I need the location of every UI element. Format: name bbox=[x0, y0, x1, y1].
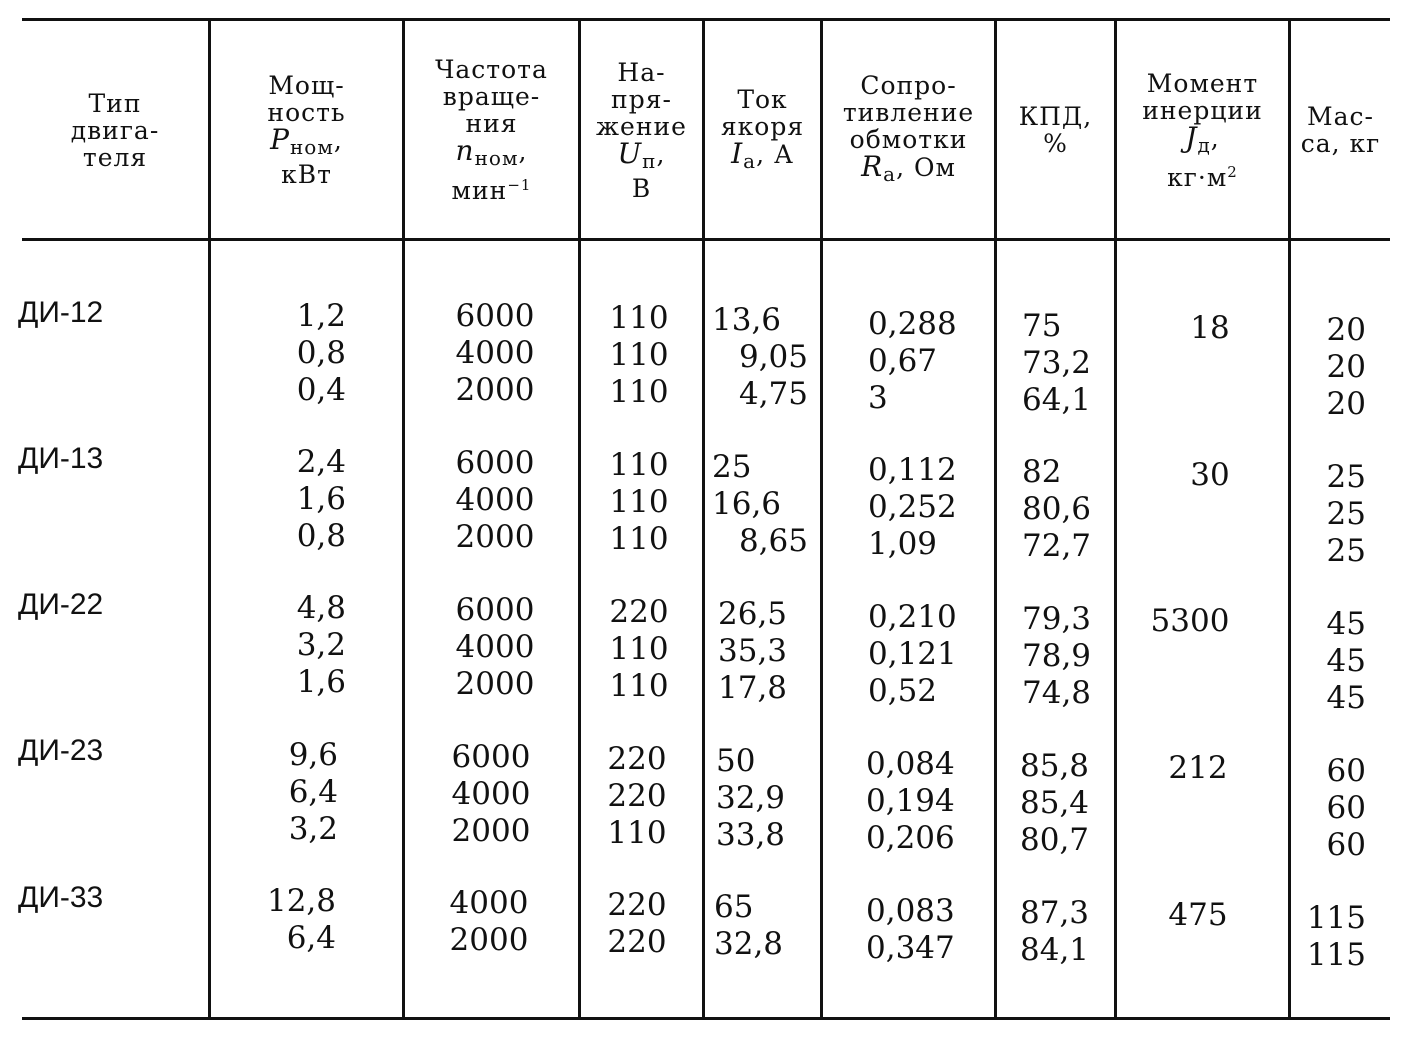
mass-cell: 25 25 25 bbox=[1326, 459, 1366, 569]
motor-type: ДИ-13 bbox=[18, 442, 104, 475]
header-voltage: На- пря- жение $U_п$, В bbox=[596, 57, 687, 203]
header-resistance: Сопро- тивление обмотки $R_а$, Ом bbox=[842, 71, 975, 186]
resistance-cell: 0,083 0,347 bbox=[866, 893, 955, 966]
efficiency-cell: 85,8 85,4 80,7 bbox=[1020, 748, 1090, 858]
speed-cell: 6000 4000 2000 bbox=[455, 445, 535, 555]
current-cell: 50 32,9 33,8 bbox=[716, 743, 786, 853]
header-rule bbox=[22, 238, 1390, 241]
mass-cell: 115 115 bbox=[1306, 900, 1366, 973]
header-power: Мощ- ность $P_{ном}$, кВт bbox=[267, 71, 346, 189]
power-cell: 4,8 3,2 1,6 bbox=[296, 590, 346, 700]
header-current: Ток якоря $I_а$, А bbox=[720, 84, 805, 173]
current-cell: 65 32,8 bbox=[714, 889, 784, 962]
resistance-cell: 0,210 0,121 0,52 bbox=[868, 599, 957, 709]
header-efficiency: КПД, % bbox=[1018, 102, 1093, 158]
power-cell: 1,2 0,8 0,4 bbox=[296, 298, 346, 408]
current-cell: 25 16,6 8,65 bbox=[712, 449, 808, 559]
voltage-cell: 220 220 bbox=[607, 887, 667, 960]
inertia-cell: 30 bbox=[1190, 457, 1230, 493]
motor-type: ДИ-22 bbox=[18, 588, 104, 621]
speed-cell: 6000 4000 2000 bbox=[455, 298, 535, 408]
inertia-cell: 5300 bbox=[1150, 603, 1230, 639]
speed-cell: 6000 4000 2000 bbox=[451, 739, 531, 849]
mass-cell: 45 45 45 bbox=[1326, 606, 1366, 716]
voltage-cell: 110 110 110 bbox=[609, 300, 669, 410]
power-cell: 2,4 1,6 0,8 bbox=[296, 444, 346, 554]
top-rule bbox=[22, 18, 1390, 21]
power-cell: 9,6 6,4 3,2 bbox=[288, 737, 338, 847]
resistance-cell: 0,288 0,67 3 bbox=[868, 306, 957, 416]
speed-cell: 6000 4000 2000 bbox=[455, 592, 535, 702]
voltage-cell: 220 220 110 bbox=[607, 741, 667, 851]
header-type: Тип двига- теля bbox=[70, 88, 160, 172]
motor-type: ДИ-23 bbox=[18, 734, 104, 767]
bottom-rule bbox=[22, 1017, 1390, 1020]
voltage-cell: 220 110 110 bbox=[609, 594, 669, 704]
speed-cell: 4000 2000 bbox=[449, 885, 529, 958]
efficiency-cell: 79,3 78,9 74,8 bbox=[1022, 601, 1092, 711]
efficiency-cell: 87,3 84,1 bbox=[1020, 895, 1090, 968]
motor-type: ДИ-33 bbox=[18, 881, 104, 914]
voltage-cell: 110 110 110 bbox=[609, 447, 669, 557]
header-inertia: Момент инерции $J_д$, $кг\cdot м^2$ bbox=[1142, 68, 1263, 192]
current-cell: 26,5 35,3 17,8 bbox=[718, 596, 788, 706]
resistance-cell: 0,112 0,252 1,09 bbox=[868, 452, 957, 562]
efficiency-cell: 82 80,6 72,7 bbox=[1022, 454, 1092, 564]
inertia-cell: 18 bbox=[1190, 310, 1230, 346]
current-cell: 13,6 9,05 4,75 bbox=[712, 302, 808, 412]
power-cell: 12,8 6,4 bbox=[266, 883, 336, 956]
mass-cell: 20 20 20 bbox=[1326, 312, 1366, 422]
resistance-cell: 0,084 0,194 0,206 bbox=[866, 746, 955, 856]
motor-type: ДИ-12 bbox=[18, 296, 104, 329]
inertia-cell: 475 bbox=[1168, 897, 1228, 933]
inertia-cell: 212 bbox=[1168, 750, 1228, 786]
header-mass: Мас- са, кг bbox=[1300, 102, 1381, 158]
efficiency-cell: 75 73,2 64,1 bbox=[1022, 308, 1092, 418]
mass-cell: 60 60 60 bbox=[1326, 753, 1366, 863]
header-speed: Частота враще- ния $n_{ном}$, мин$^{-1}$ bbox=[435, 55, 548, 205]
